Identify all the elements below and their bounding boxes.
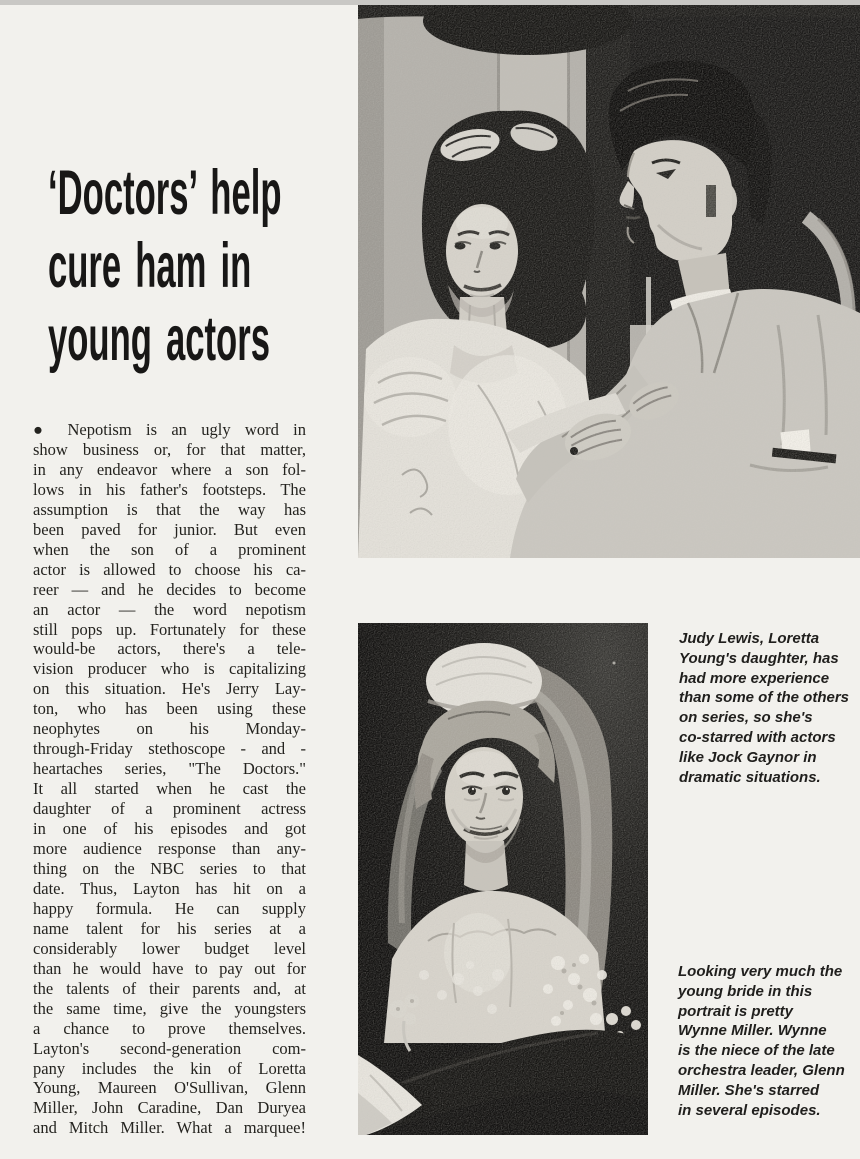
caption-line: Young's daughter, has (679, 649, 839, 667)
article-line: Layton's second-generation com- (33, 1038, 306, 1058)
caption-line: is the niece of the late (678, 1042, 835, 1060)
article-line: neophytes on his Monday- (33, 719, 306, 739)
article-line: a chance to prove themselves. (33, 1018, 306, 1038)
article-line: assumption is that the way has (33, 499, 306, 519)
article-line: when the son of a prominent (33, 539, 306, 559)
article-line: thing on the NBC series to that (33, 858, 306, 878)
bride-portrait-illustration (358, 623, 648, 1135)
article-line: heartaches series, "The Doctors." (33, 759, 306, 779)
photo-bride-portrait (358, 623, 648, 1135)
caption-line: co-starred with actors (679, 728, 836, 746)
article-line: name talent for his series at a (33, 918, 306, 938)
article-line: in any endeavor where a son fol- (33, 459, 306, 479)
article-line: happy formula. He can supply (33, 898, 306, 918)
article-line: than he would have to pay out for (33, 958, 306, 978)
article-line: pany includes the kin of Loretta (33, 1058, 306, 1078)
caption-line: Wynne Miller. Wynne (678, 1022, 827, 1040)
photo-doctors-scene (358, 5, 860, 558)
article-line: been paved for junior. But even (33, 519, 306, 539)
caption-line: like Jock Gaynor in (679, 748, 817, 766)
article-line: and Mitch Miller. What a marquee! (33, 1118, 306, 1138)
caption-line: Looking very much the (678, 963, 843, 980)
caption-line: portrait is pretty (678, 1002, 794, 1020)
article-body (33, 420, 306, 1138)
article-line: lows in his father's footsteps. The (33, 479, 306, 499)
article-line: the talents of their parents and, at (33, 978, 306, 998)
article-line: Young, Maureen O'Sullivan, Glenn (33, 1078, 306, 1098)
article-line: in one of his episodes and got (33, 819, 306, 839)
article-line: date. Thus, Layton has hit on a (33, 878, 306, 898)
caption-line: Judy Lewis, Loretta (679, 630, 820, 647)
article-line: ● Nepotism is an ugly word in (33, 420, 306, 439)
article-line: an actor — the word nepotism (33, 599, 306, 619)
article-line: more audience response than any- (33, 839, 306, 859)
caption-line: Miller. She's starred (678, 1081, 820, 1099)
article-line: actor is allowed to choose his ca- (33, 559, 306, 579)
article-line: It all started when he cast the (33, 779, 306, 799)
film-grain-overlay (358, 5, 860, 558)
article-line: would-be actors, there's a tele- (33, 639, 306, 659)
headline-line: young actors (48, 304, 270, 374)
article-line: considerably lower budget level (33, 938, 306, 958)
caption-line: in several episodes. (678, 1101, 821, 1119)
caption-line: on series, so she's (679, 709, 813, 727)
article-line: on this situation. He's Jerry Lay- (33, 679, 306, 699)
caption-line: dramatic situations. (679, 768, 821, 786)
caption-wynne-miller (678, 962, 860, 1120)
caption-line: had more experience (679, 669, 830, 687)
article-line: Miller, John Caradine, Dan Duryea (33, 1098, 306, 1118)
caption-line: than some of the others (679, 689, 850, 707)
doctors-scene-illustration (358, 5, 860, 558)
article-line: the same time, give the youngsters (33, 998, 306, 1018)
caption-line: orchestra leader, Glenn (678, 1061, 845, 1079)
article-line: daughter of a prominent actress (33, 799, 306, 819)
article-line: ton, who has been using these (33, 699, 306, 719)
headline-line: cure ham in (48, 231, 252, 301)
article-line: still pops up. Fortunately for these (33, 619, 306, 639)
caption-line: young bride in this (678, 982, 813, 1000)
film-grain-overlay (358, 623, 648, 1135)
article-line: reer — and he decides to become (33, 579, 306, 599)
article-line: vision producer who is capitalizing (33, 659, 306, 679)
caption-judy-lewis (679, 629, 860, 787)
headline-line: ‘Doctors’ help (48, 158, 282, 228)
article-line: through-Friday stethoscope - and - (33, 739, 306, 759)
headline (48, 157, 358, 376)
article-line: show business or, for that matter, (33, 439, 306, 459)
